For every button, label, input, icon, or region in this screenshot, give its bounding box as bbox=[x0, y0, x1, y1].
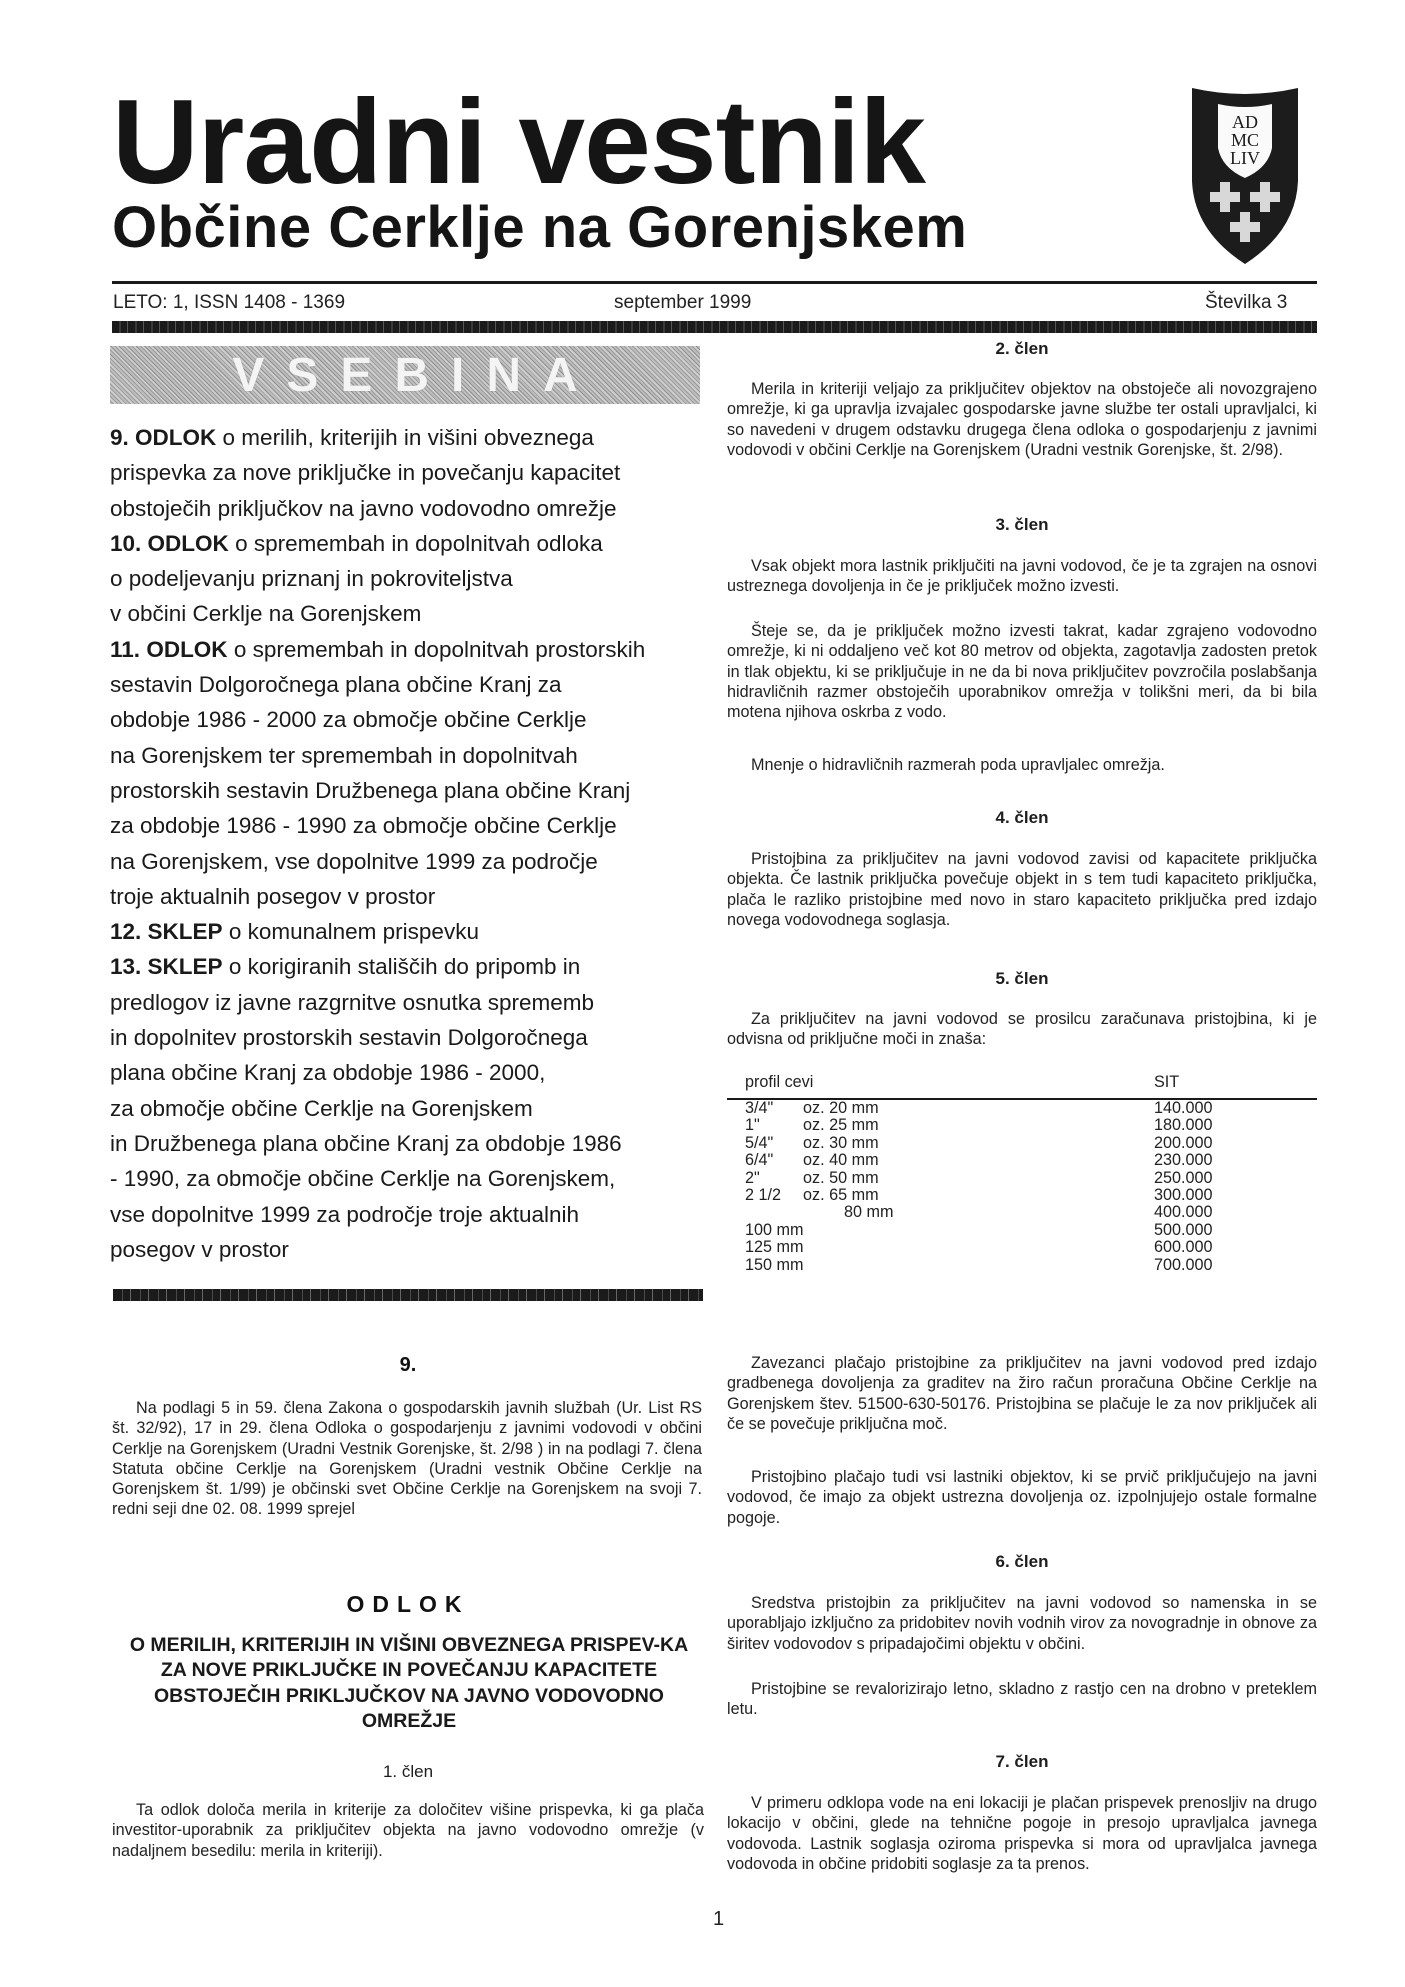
fee-table-row bbox=[727, 1135, 1317, 1152]
fee-profile-inch: 150 mm bbox=[745, 1255, 804, 1274]
fee-table-row bbox=[727, 1152, 1317, 1169]
fee-profile-inch: 2" bbox=[745, 1168, 760, 1187]
fee-profile-mm: oz. 25 mm bbox=[803, 1116, 879, 1135]
fee-profile-mm: oz. 50 mm bbox=[803, 1168, 879, 1187]
toc-item-line bbox=[110, 526, 710, 561]
issue-date: september 1999 bbox=[614, 292, 752, 313]
issue-number: Številka 3 bbox=[1205, 292, 1288, 313]
toc-item-line: - 1990, za območje občine Cerklje na Gorenjskem, bbox=[110, 1166, 616, 1192]
clen-6-paragraph-2: Pristojbine se revalorizirajo letno, skladno z rastjo cen na drobno v preteklem letu. bbox=[727, 1680, 1317, 1719]
section-separator bbox=[113, 1289, 703, 1301]
toc-item-text: o spremembah in dopolnitvah odloka bbox=[235, 530, 603, 556]
toc-item-kind: ODLOK bbox=[135, 425, 217, 450]
toc-item-line: plana občine Kranj za obdobje 1986 - 2000, bbox=[110, 1060, 546, 1086]
toc-item-number: 12. bbox=[110, 919, 142, 945]
fee-table-row bbox=[727, 1204, 1317, 1221]
article-number: 9. bbox=[399, 1354, 417, 1376]
fee-amount: 230.000 bbox=[1154, 1151, 1213, 1170]
fee-profile-inch: 2 1/2 bbox=[745, 1186, 782, 1205]
toc-item-line bbox=[110, 949, 710, 984]
toc-item-number: 13. bbox=[110, 954, 142, 980]
toc-item-line: troje aktualnih posegov v prostor bbox=[110, 883, 436, 909]
clen-2-title: 2. člen bbox=[995, 339, 1049, 358]
toc-item-line: na Gorenjskem, vse dopolnitve 1999 za področje bbox=[110, 848, 598, 874]
toc-item-line: prispevka za nove priključke in povečanju kapacitet bbox=[110, 460, 621, 486]
toc-item-line: posegov v prostor bbox=[110, 1236, 289, 1262]
clen-6-paragraph-1: Sredstva pristojbin za priključitev na javni vodovod so namenska in se uporabljajo izključno za pridobitev novih vodnih virov za novogradnje in obnove za širitev vodovodov s pripadajočimi objektu v občini. bbox=[727, 1594, 1317, 1653]
toc-item-number: 11. bbox=[110, 636, 141, 662]
fee-amount: 140.000 bbox=[1154, 1099, 1213, 1117]
clen-5-intro: Za priključitev na javni vodovod se prosilcu zaračunava pristojbina, ki je odvisna od priključne moči in znaša: bbox=[727, 1010, 1317, 1049]
fee-table-row bbox=[727, 1187, 1317, 1204]
toc-item bbox=[110, 949, 710, 1267]
toc-item-number: 9. bbox=[110, 425, 129, 450]
toc-item-line: na Gorenjskem ter spremembah in dopolnitvah bbox=[110, 742, 578, 768]
fee-amount: 400.000 bbox=[1154, 1203, 1213, 1222]
fee-amount: 250.000 bbox=[1154, 1168, 1213, 1187]
toc-item-line: prostorskih sestavin Družbenega plana občine Kranj bbox=[110, 777, 631, 803]
toc-item-line bbox=[110, 420, 710, 455]
masthead-bar bbox=[112, 321, 1317, 333]
clen-4-paragraph: Pristojbina za priključitev na javni vodovod zavisi od kapacitete priključka objekta. Če lastnik priključka povečuje objekt in s tem tudi kapaciteto priključka, plača le razliko pristojbine med novo in staro kapaciteto priključka pred izdajo novega vodovodnega soglasja. bbox=[727, 850, 1317, 929]
toc-item bbox=[110, 420, 710, 526]
clen-7-paragraph: V primeru odklopa vode na eni lokaciji je plačan prispevek prenosljiv na drugo lokacijo v občini, glede na tehnične pogoje in presojo upravljalca javnega vodovoda. Lastnik soglasja oziroma prispevka si mora od upravljalca javnega vodovoda in občine pridobiti soglasje za ta prenos. bbox=[727, 1794, 1317, 1873]
toc-item-line: sestavin Dolgoročnega plana občine Kranj za bbox=[110, 672, 562, 698]
fee-amount: 700.000 bbox=[1154, 1255, 1213, 1274]
clen-5-paragraph-2: Pristojbino plačajo tudi vsi lastniki objektov, ki se prvič priključujejo na javni vodovod, če imajo za objekt ustrezna dovoljenja oz. izpolnjujejo ostale formalne pogoje. bbox=[727, 1468, 1317, 1527]
fee-profile-inch: 6/4" bbox=[745, 1151, 774, 1170]
toc-item bbox=[110, 914, 710, 949]
clen-3-paragraph-3: Mnenje o hidravličnih razmerah poda upravljalec omrežja. bbox=[751, 756, 1165, 774]
clen-3-title: 3. člen bbox=[995, 515, 1049, 534]
decree-heading: ODLOK bbox=[346, 1591, 470, 1617]
clen-1-title: 1. člen bbox=[382, 1762, 434, 1781]
toc-item bbox=[110, 632, 710, 914]
toc-item-line bbox=[110, 914, 710, 949]
toc-item-kind: SKLEP bbox=[147, 954, 223, 980]
fee-table-header-profile: profil cevi bbox=[745, 1073, 814, 1091]
article-preamble: Na podlagi 5 in 59. člena Zakona o gospodarskih javnih službah (Ur. List RS št. 32/92), 17 in 29. člena Odloka o gospodarjenju z javnimi vodovodi v občini Cerklje na Gorenjskem (Uradni Vestnik Gorenjske, št. 2/98 ) in na podlagi 7. člena Statuta občine Cerklje na Gorenjskem (Uradni vestnik Občine Cerklje na Gorenjskem št. 1/99) je občinski svet Občine Cerklje na Gorenjskem na svoji 7. redni seji dne 02. 08. 1999 sprejel bbox=[112, 1399, 702, 1519]
fee-table-row bbox=[727, 1222, 1317, 1239]
clen-7-title: 7. člen bbox=[995, 1752, 1049, 1771]
clen-3-paragraph-2: Šteje se, da je priključek možno izvesti takrat, kadar zgrajeno vodovodno omrežje, ki ni oddaljeno več kot 80 metrov od objekta, zagotavlja zadosten pretok in tlak objektu, ki se priključuje in ne da bi nova priključitev povzročila poslabšanja hidravličnih razmer obstoječih uporabnikov omrežja v tolikšni meri, da bi bila motena njihova oskrba z vodo. bbox=[727, 622, 1317, 722]
toc-item-line: v občini Cerklje na Gorenjskem bbox=[110, 601, 422, 627]
fee-profile-inch: 1" bbox=[745, 1116, 760, 1135]
clen-5-paragraph-1: Zavezanci plačajo pristojbine za priključitev na javni vodovod pred izdajo gradbenega dovoljenja za graditev na žiro račun proračuna Občine Cerklje na Gorenjskem štev. 51500-630-50176. Pristojbina se plačuje le za nov priključek ali če se povečuje priključna moč. bbox=[727, 1354, 1317, 1433]
fee-profile-inch: 100 mm bbox=[745, 1220, 804, 1239]
fee-table-header-sit: SIT bbox=[1154, 1073, 1180, 1091]
publication-subtitle: Občine Cerklje na Gorenjskem bbox=[112, 195, 968, 260]
toc-item-kind: SKLEP bbox=[147, 919, 223, 945]
fee-table-row bbox=[727, 1170, 1317, 1187]
toc-item-text: o komunalnem prispevku bbox=[228, 919, 479, 945]
toc-item-kind: ODLOK bbox=[147, 530, 229, 556]
table-of-contents bbox=[110, 420, 710, 1267]
fee-profile-mm: oz. 40 mm bbox=[803, 1151, 879, 1170]
toc-item bbox=[110, 526, 710, 632]
toc-item-line: in Družbenega plana občine Kranj za obdobje 1986 bbox=[110, 1130, 622, 1156]
toc-item-number: 10. bbox=[110, 530, 142, 556]
toc-item-line: predlogov iz javne razgrnitve osnutka sprememb bbox=[110, 989, 594, 1015]
toc-item-line: obdobje 1986 - 2000 za območje občine Cerklje bbox=[110, 707, 587, 733]
toc-item-line bbox=[110, 632, 710, 667]
fee-table-row bbox=[727, 1100, 1317, 1117]
fee-profile-mm: oz. 20 mm bbox=[803, 1099, 879, 1117]
clen-4-title: 4. člen bbox=[995, 808, 1049, 827]
fee-amount: 300.000 bbox=[1154, 1186, 1213, 1205]
clen-2-paragraph: Merila in kriteriji veljajo za priključitev objektov na obstoječe ali novozgrajeno omrežje, ki ga upravlja izvajalec gospodarske javne službe ter ostali upravljalci, ki so navedeni v drugem odstavku drugega člena odloka o gospodarjenju z javnimi vodovodi v občini Cerklje na Gorenjskem (Uradni vestnik Gorenjske, št. 2/98). bbox=[727, 380, 1317, 459]
page-number: 1 bbox=[713, 1908, 725, 1930]
toc-item-kind: ODLOK bbox=[146, 636, 228, 662]
clen-6-title: 6. člen bbox=[995, 1552, 1049, 1571]
clen-1-paragraph: Ta odlok določa merila in kriterije za določitev višine prispevka, ki ga plača investitor-uporabnik za priključitev objekta na javno vodovodno omrežje (v nadaljnem besedilu: merila in kriteriji). bbox=[112, 1801, 704, 1860]
toc-item-text: o merilih, kriterijih in višini obveznega bbox=[222, 425, 594, 450]
year-issn: LETO: 1, ISSN 1408 - 1369 bbox=[113, 292, 346, 313]
toc-item-text: o korigiranih stališčih do pripomb in bbox=[228, 954, 581, 980]
municipal-crest-icon bbox=[1188, 86, 1302, 266]
contents-banner bbox=[110, 346, 700, 404]
fee-profile-inch: 3/4" bbox=[745, 1099, 774, 1117]
toc-item-line: za obdobje 1986 - 1990 za območje občine Cerklje bbox=[110, 813, 617, 839]
fee-table-row bbox=[727, 1257, 1317, 1274]
toc-item-line: obstoječih priključkov na javno vodovodno omrežje bbox=[110, 495, 617, 521]
toc-item-line: in dopolnitev prostorskih sestavin Dolgoročnega bbox=[110, 1025, 588, 1051]
publication-title: Uradni vestnik bbox=[112, 75, 925, 209]
toc-item-line: vse dopolnitve 1999 za področje troje aktualnih bbox=[110, 1201, 580, 1227]
toc-item-text: o spremembah in dopolnitvah prostorskih bbox=[233, 636, 646, 662]
toc-item-line: za območje občine Cerklje na Gorenjskem bbox=[110, 1095, 533, 1121]
fee-profile-inch: 125 mm bbox=[745, 1238, 804, 1257]
fee-table bbox=[727, 1073, 1317, 1274]
toc-item-line: o podeljevanju priznanj in pokroviteljstva bbox=[110, 566, 513, 592]
fee-profile-inch bbox=[727, 1204, 803, 1221]
crest-inscription-line1: AD bbox=[1232, 112, 1258, 132]
fee-profile-mm: 80 mm bbox=[844, 1203, 894, 1222]
masthead-rule bbox=[112, 281, 1317, 284]
decree-subheading: O MERILIH, KRITERIJIH IN VIŠINI OBVEZNEGA PRISPEV-KA ZA NOVE PRIKLJUČKE IN POVEČANJU KAPACITETE OBSTOJEČIH PRIKLJUČKOV NA JAVNO VODOVODNO OMREŽJE bbox=[129, 1634, 689, 1732]
clen-3-paragraph-1: Vsak objekt mora lastnik priključiti na javni vodovod, če je ta zgrajen na osnovi ustreznega dovoljenja in če je priključek možno izvesti. bbox=[727, 557, 1317, 596]
contents-banner-label: VSEBINA bbox=[232, 348, 600, 402]
fee-profile-mm: oz. 65 mm bbox=[803, 1186, 879, 1205]
clen-5-title: 5. člen bbox=[995, 969, 1049, 988]
fee-amount: 200.000 bbox=[1154, 1133, 1213, 1152]
fee-profile-inch: 5/4" bbox=[745, 1133, 774, 1152]
fee-table-row bbox=[727, 1117, 1317, 1134]
crest-inscription-line2: MC bbox=[1230, 130, 1260, 150]
fee-amount: 600.000 bbox=[1154, 1238, 1213, 1257]
fee-amount: 180.000 bbox=[1154, 1116, 1213, 1135]
fee-profile-mm: oz. 30 mm bbox=[803, 1133, 879, 1152]
fee-amount: 500.000 bbox=[1154, 1220, 1213, 1239]
crest-inscription-line3: LIV bbox=[1230, 148, 1260, 168]
fee-table-row bbox=[727, 1239, 1317, 1256]
